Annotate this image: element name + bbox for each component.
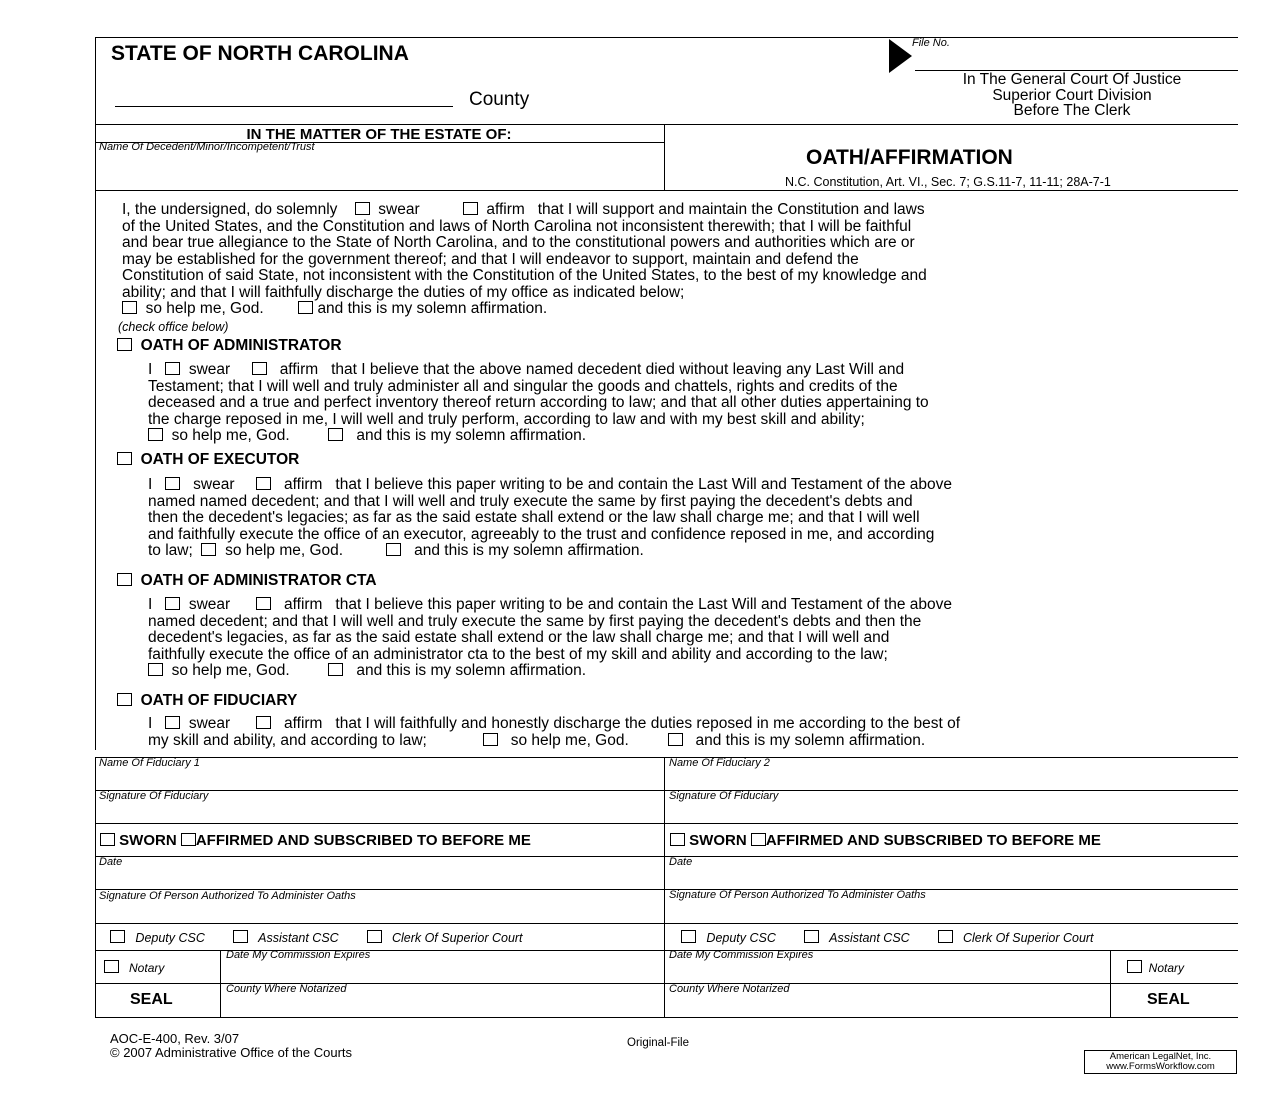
seal-right: SEAL <box>1147 991 1190 1008</box>
executor-heading: OATH OF EXECUTOR <box>117 451 299 469</box>
assistant-csc-left-checkbox[interactable] <box>233 930 248 943</box>
fiduciary-1-signature-label: Signature Of Fiduciary <box>99 790 209 802</box>
affirmed-left-checkbox[interactable] <box>181 833 196 846</box>
form-title: OATH/AFFIRMATION <box>806 146 1013 169</box>
cta-oath-text: I swear affirm that I believe this paper writing to be and contain the Last Will and Testament of the above named decedent; and that I will well and truly execute the same by first paying the decedent's debts and then the decedent's legacies, as far as the said estate shall extend or the law shall charge me; and that I will well and faithfully execute the office of an administrator cta to the best of my skill and ability and according to the law; so help me, God. and this is my solemn affirmation. <box>148 596 953 679</box>
executor-checkbox[interactable] <box>117 452 132 465</box>
sworn-right-checkbox[interactable] <box>670 833 685 846</box>
admin-heading: OATH OF ADMINISTRATOR <box>117 337 342 355</box>
clerk-left-checkbox[interactable] <box>367 930 382 943</box>
notary-right-checkbox[interactable] <box>1127 960 1142 973</box>
executor-affirm-checkbox[interactable] <box>256 477 271 490</box>
notary-left: Notary <box>104 960 164 975</box>
executor-oath-text: I swear affirm that I believe this paper writing to be and contain the Last Will and Testament of the above named named decedent; and that I will well and truly execute the same by first paying the decedent's debts and then the decedent's legacies; as far as the said estate shall extend or the law shall charge me; and that I will well and faithfully execute the office of an executor, agreeably to the trust and confidence reposed in me, and according to law; so help me, God. and this is my solemn affirmation. <box>148 476 953 559</box>
matter-heading: IN THE MATTER OF THE ESTATE OF: <box>246 126 512 143</box>
fiduciary-so-help-checkbox[interactable] <box>483 733 498 746</box>
general-swear-checkbox[interactable] <box>355 202 370 215</box>
sworn-line-right: SWORN AFFIRMED AND SUBSCRIBED TO BEFORE ME <box>670 832 1101 849</box>
state-title: STATE OF NORTH CAROLINA <box>111 42 409 65</box>
office-row-right: Deputy CSC Assistant CSC Clerk Of Superior Court <box>681 930 1094 945</box>
admin-affirm-checkbox[interactable] <box>252 362 267 375</box>
general-affirm-checkbox[interactable] <box>463 202 478 215</box>
fiduciary-swear-checkbox[interactable] <box>165 716 180 729</box>
notary-left-checkbox[interactable] <box>104 960 119 973</box>
admin-swear-checkbox[interactable] <box>165 362 180 375</box>
cta-so-help-checkbox[interactable] <box>148 663 163 676</box>
cta-swear-checkbox[interactable] <box>165 597 180 610</box>
statute-citation: N.C. Constitution, Art. VI., Sec. 7; G.S.11-7, 11-11; 28A-7-1 <box>785 175 1111 189</box>
deputy-csc-right-checkbox[interactable] <box>681 930 696 943</box>
executor-swear-checkbox[interactable] <box>165 477 180 490</box>
fiduciary-2-name-label: Name Of Fiduciary 2 <box>669 757 770 769</box>
court-info: In The General Court Of Justice Superior Court Division Before The Clerk <box>962 71 1182 119</box>
cta-affirm-checkbox[interactable] <box>256 597 271 610</box>
notary-right: Notary <box>1127 960 1184 975</box>
sworn-left-checkbox[interactable] <box>100 833 115 846</box>
county-line <box>115 106 453 107</box>
clerk-right-checkbox[interactable] <box>938 930 953 943</box>
decedent-name-label: Name Of Decedent/Minor/Incompetent/Trust <box>99 141 315 153</box>
commission-right-label: Date My Commission Expires <box>669 949 814 961</box>
seal-left: SEAL <box>130 991 173 1008</box>
vendor-url: www.FormsWorkflow.com <box>1106 1061 1215 1072</box>
office-row-left: Deputy CSC Assistant CSC Clerk Of Superior Court <box>110 930 523 945</box>
deputy-csc-left-checkbox[interactable] <box>110 930 125 943</box>
fiduciary-affirm-checkbox[interactable] <box>256 716 271 729</box>
form-number: AOC-E-400, Rev. 3/07 <box>110 1031 240 1046</box>
vendor-box <box>1084 1050 1237 1074</box>
authorized-signature-right-label: Signature Of Person Authorized To Administer Oaths <box>669 889 926 901</box>
fiduciary-heading: OATH OF FIDUCIARY <box>117 692 297 710</box>
admin-checkbox[interactable] <box>117 338 132 351</box>
date-left-label: Date <box>99 856 123 868</box>
fiduciary-oath-text: I swear affirm that I will faithfully and honestly discharge the duties reposed in me according to the best of my skill and ability, and according to law; so help me, God. and this is my solemn affirmation. <box>148 715 961 749</box>
vendor-name: American LegalNet, Inc. <box>1109 1051 1212 1062</box>
fiduciary-2-signature-label: Signature Of Fiduciary <box>669 790 779 802</box>
county-notarized-right-label: County Where Notarized <box>669 983 790 995</box>
county-label: County <box>469 89 530 110</box>
fiduciary-checkbox[interactable] <box>117 693 132 706</box>
cta-heading: OATH OF ADMINISTRATOR CTA <box>117 572 377 590</box>
executor-so-help-checkbox[interactable] <box>201 543 216 556</box>
general-so-help-checkbox[interactable] <box>122 301 137 314</box>
fiduciary-solemn-checkbox[interactable] <box>668 733 683 746</box>
authorized-signature-left-label: Signature Of Person Authorized To Administer Oaths <box>99 890 356 902</box>
affirmed-right-checkbox[interactable] <box>751 833 766 846</box>
sworn-line-left: SWORN AFFIRMED AND SUBSCRIBED TO BEFORE ME <box>100 832 531 849</box>
file-arrow-icon <box>888 38 914 74</box>
admin-so-help-checkbox[interactable] <box>148 428 163 441</box>
general-solemn-checkbox[interactable] <box>298 301 313 314</box>
commission-left-label: Date My Commission Expires <box>226 949 371 961</box>
file-no-label: File No. <box>912 37 950 49</box>
cta-solemn-checkbox[interactable] <box>328 663 343 676</box>
check-office-note: (check office below) <box>118 320 229 334</box>
general-oath-text: I, the undersigned, do solemnly swear affirm that I will support and maintain the Constitution and laws of the United States, and the Constitution and laws of North Carolina not inconsistent therewith; that I will be faithful and bear true allegiance to the State of North Carolina, and to the constitutional powers and authorities which are or may be established for the government thereof; and that I will endeavor to support, maintain and defend the Constitution of said State, not inconsistent with the Constitution of the United States, to the best of my knowledge and ability; and that I will faithfully discharge the duties of my office as indicated below; so help me, God. and this is my solemn affirmation. <box>122 201 927 317</box>
executor-solemn-checkbox[interactable] <box>386 543 401 556</box>
admin-oath-text: I swear affirm that I believe that the above named decedent died without leaving any Last Will and Testament; that I will well and truly administer all and singular the goods and chattels, rights and credits of the deceased and a true and perfect inventory thereof return according to law; and that all other duties appertaining to the charge reposed in me, I will well and truly perform, according to law and with my best skill and ability; so help me, God. and this is my solemn affirmation. <box>148 361 929 444</box>
assistant-csc-right-checkbox[interactable] <box>804 930 819 943</box>
date-right-label: Date <box>669 856 693 868</box>
cta-checkbox[interactable] <box>117 573 132 586</box>
county-notarized-left-label: County Where Notarized <box>226 983 347 995</box>
fiduciary-1-name-label: Name Of Fiduciary 1 <box>99 757 200 769</box>
copyright: © 2007 Administrative Office of the Courts <box>110 1045 353 1060</box>
admin-solemn-checkbox[interactable] <box>328 428 343 441</box>
original-file-label: Original-File <box>627 1037 689 1049</box>
